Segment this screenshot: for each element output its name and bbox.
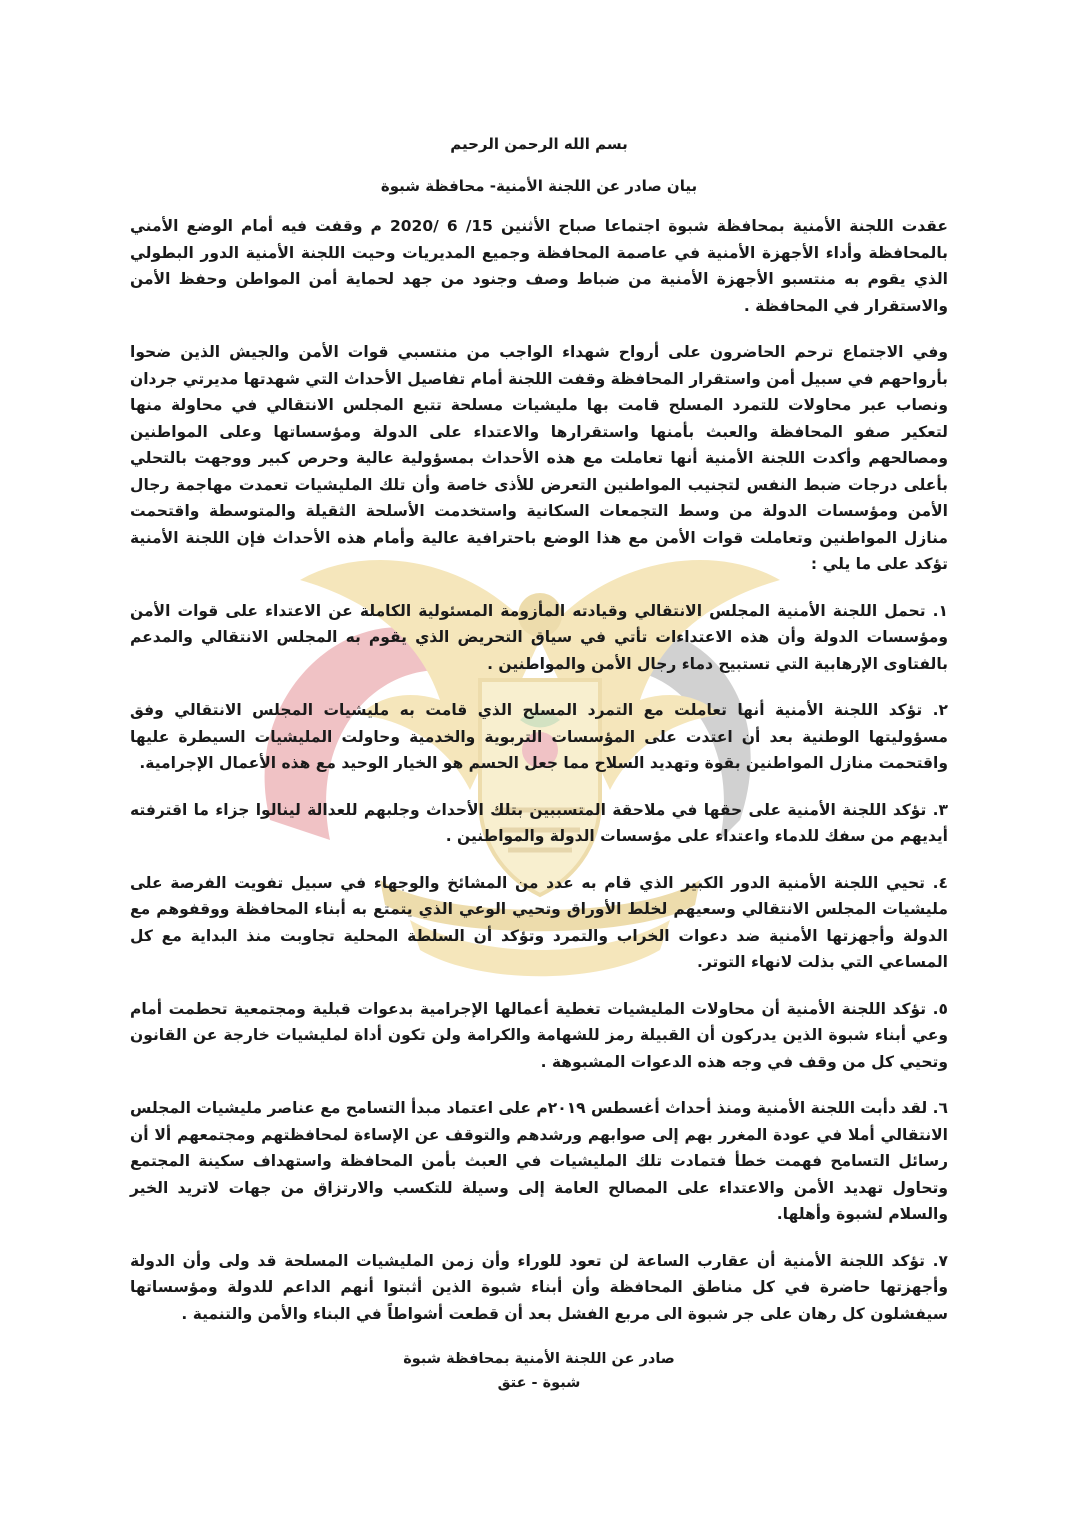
- point-3: ٣. تؤكد اللجنة الأمنية على حقها في ملاحقة المتسببين بتلك الأحداث وجلبهم للعدالة لينالوا جزاء ما اقترفته أيديهم من سفك للدماء واعتداء على مؤسسات الدولة والمواطنين .: [130, 800, 948, 845]
- meeting-paragraph: وفي الاجتماع ترحم الحاضرون على أرواح شهداء الواجب من منتسبي قوات الأمن والجيش الذين ضحوا بأرواحهم في سبيل أمن واستقرار المحافظة وقفت اللجنة أمام تفاصيل الأحداث التي شهدتها مديرتي جردان ونصاب عبر محاولات للتمرد المسلح قامت بها مليشيات مسلحة تتبع المجلس الانتقالي في محاولة منها لتعكير صفو المحافظة والعبث بأمنها واستقرارها والاعتداء على الدولة ومؤسساتها وعلى المواطنين ومصالحهم وأكدت اللجنة الأمنية أنها تعاملت مع هذه الأحداث بمسؤولية عالية وحرص كبير ووجهت بالتحلي بأعلى درجات ضبط النفس لتجنيب المواطنين التعرض للأذى خاصة وأن تلك المليشيات تعمدت مهاجمة رجال الأمن ومؤسسات الدولة من وسط التجمعات السكانية واستخدمت الأسلحة الثقيلة والمتوسطة واقتحمت منازل المواطنين وتعاملت قوات الأمن مع هذا الوضع باحترافية عالية وأمام هذه الأحداث فإن اللجنة الأمنية تؤكد على ما يلي :: [130, 343, 948, 573]
- statement-title: بيان صادر عن اللجنة الأمنية- محافظة شبوة: [380, 177, 698, 195]
- point-6: ٦. لقد دأبت اللجنة الأمنية ومنذ أحداث أغسطس ٢٠١٩م على اعتماد مبدأ التسامح مع عناصر مليشيات المجلس الانتقالي أملا في عودة المغرر بهم إلى صوابهم ورشدهم والتوقف عن الإساءة لمحافظتهم ومجتمعهم ألا أن رسائل التسامح فهمت خطأ فتمادت تلك المليشيات في العبث بأمن المحافظة واستهداف سكينة المجتمع وتحاول تهديد الأمن والاعتداء على المصالح العامة إلى وسيلة للتكسب والارتزاق من جهات لاتريد الخير والسلام لشبوة وأهلها.: [130, 1099, 948, 1223]
- basmala: بسم الله الرحمن الرحيم: [450, 135, 628, 153]
- signoff: [130, 1347, 948, 1395]
- point-4: ٤. تحيي اللجنة الأمنية الدور الكبير الذي قام به عدد من المشائخ والوجهاء في سبيل تفويت الفرصة على مليشيات المجلس الانتقالي وسعيهم لخلط الأوراق وتحيي الوعي الذي يتمتع به أبناء المحافظة ووقفوهم مع الدولة وأجهزتها الأمنية ضد دعوات الخراب والتمرد وتؤكد أن السلطة المحلية تجاوبت منذ البداية مع كل المساعي التي بذلت لانهاء التوتر.: [130, 873, 948, 971]
- statement-body: [130, 133, 948, 1395]
- intro-paragraph: عقدت اللجنة الأمنية بمحافظة شبوة اجتماعا صباح الأثنين 15/ 6 /2020 م وقفت فيه أمام الوضع الأمني بالمحافظة وأداء الأجهزة الأمنية في عاصمة المحافظة وجميع المديريات وحيت اللجنة الأمنية الدور البطولي الذي يقوم به منتسبو الأجهزة الأمنية من ضباط وصف وجنود من جهد لحماية أمن المواطن وحفظ الأمن والاستقرار في المحافظة .: [130, 217, 948, 315]
- point-2: ٢. تؤكد اللجنة الأمنية أنها تعاملت مع التمرد المسلح الذي قامت به مليشيات المجلس الانتقالي وفق مسؤوليتها الوطنية بعد أن اعتدت على المؤسسات التربوية والخدمية وحاولت المليشيات السيطرة عليها واقتحمت منازل المواطنين بقوة وتهديد السلاح مما جعل الحسم هو الخيار الوحيد مع هذه الأعمال الإجرامية.: [130, 701, 948, 772]
- signoff-location: شبوة - عتق: [497, 1375, 581, 1391]
- signoff-issuer: صادر عن اللجنة الأمنية بمحافظة شبوة: [403, 1351, 675, 1367]
- point-5: ٥. تؤكد اللجنة الأمنية أن محاولات المليشيات تغطية أعمالها الإجرامية بدعوات قبلية ومجتمعية تحطمت أمام وعي أبناء شبوة الذين يدركون أن القبيلة رمز للشهامة والكرامة ولن تكون أداة لمليشيات خارجة عن القانون وتحيي كل من وقف في وجه هذه الدعوات المشبوهة .: [130, 999, 948, 1071]
- point-1: ١. تحمل اللجنة الأمنية المجلس الانتقالي وقيادته المأزومة المسئولية الكاملة عن الاعتداء على قوات الأمن ومؤسسات الدولة وأن هذه الاعتداءات تأتي في سياق التحريض الذي يقوم به المجلس الانتقالي والمدعم بالفتاوى الإرهابية التي تستبيح دماء رجال الأمن والمواطنين .: [130, 601, 948, 673]
- point-7: ٧. تؤكد اللجنة الأمنية أن عقارب الساعة لن تعود للوراء وأن زمن المليشيات المسلحة قد ولى وأن الدولة وأجهزتها حاضرة في كل مناطق المحافظة وأن أبناء شبوة الذين أثبتوا أنهم الداعم للدولة ومؤسساتها سيفشلون كل رهان على جر شبوة الى مربع الفشل بعد أن قطعت أشواطاً في البناء والأمن والتنمية .: [130, 1251, 948, 1323]
